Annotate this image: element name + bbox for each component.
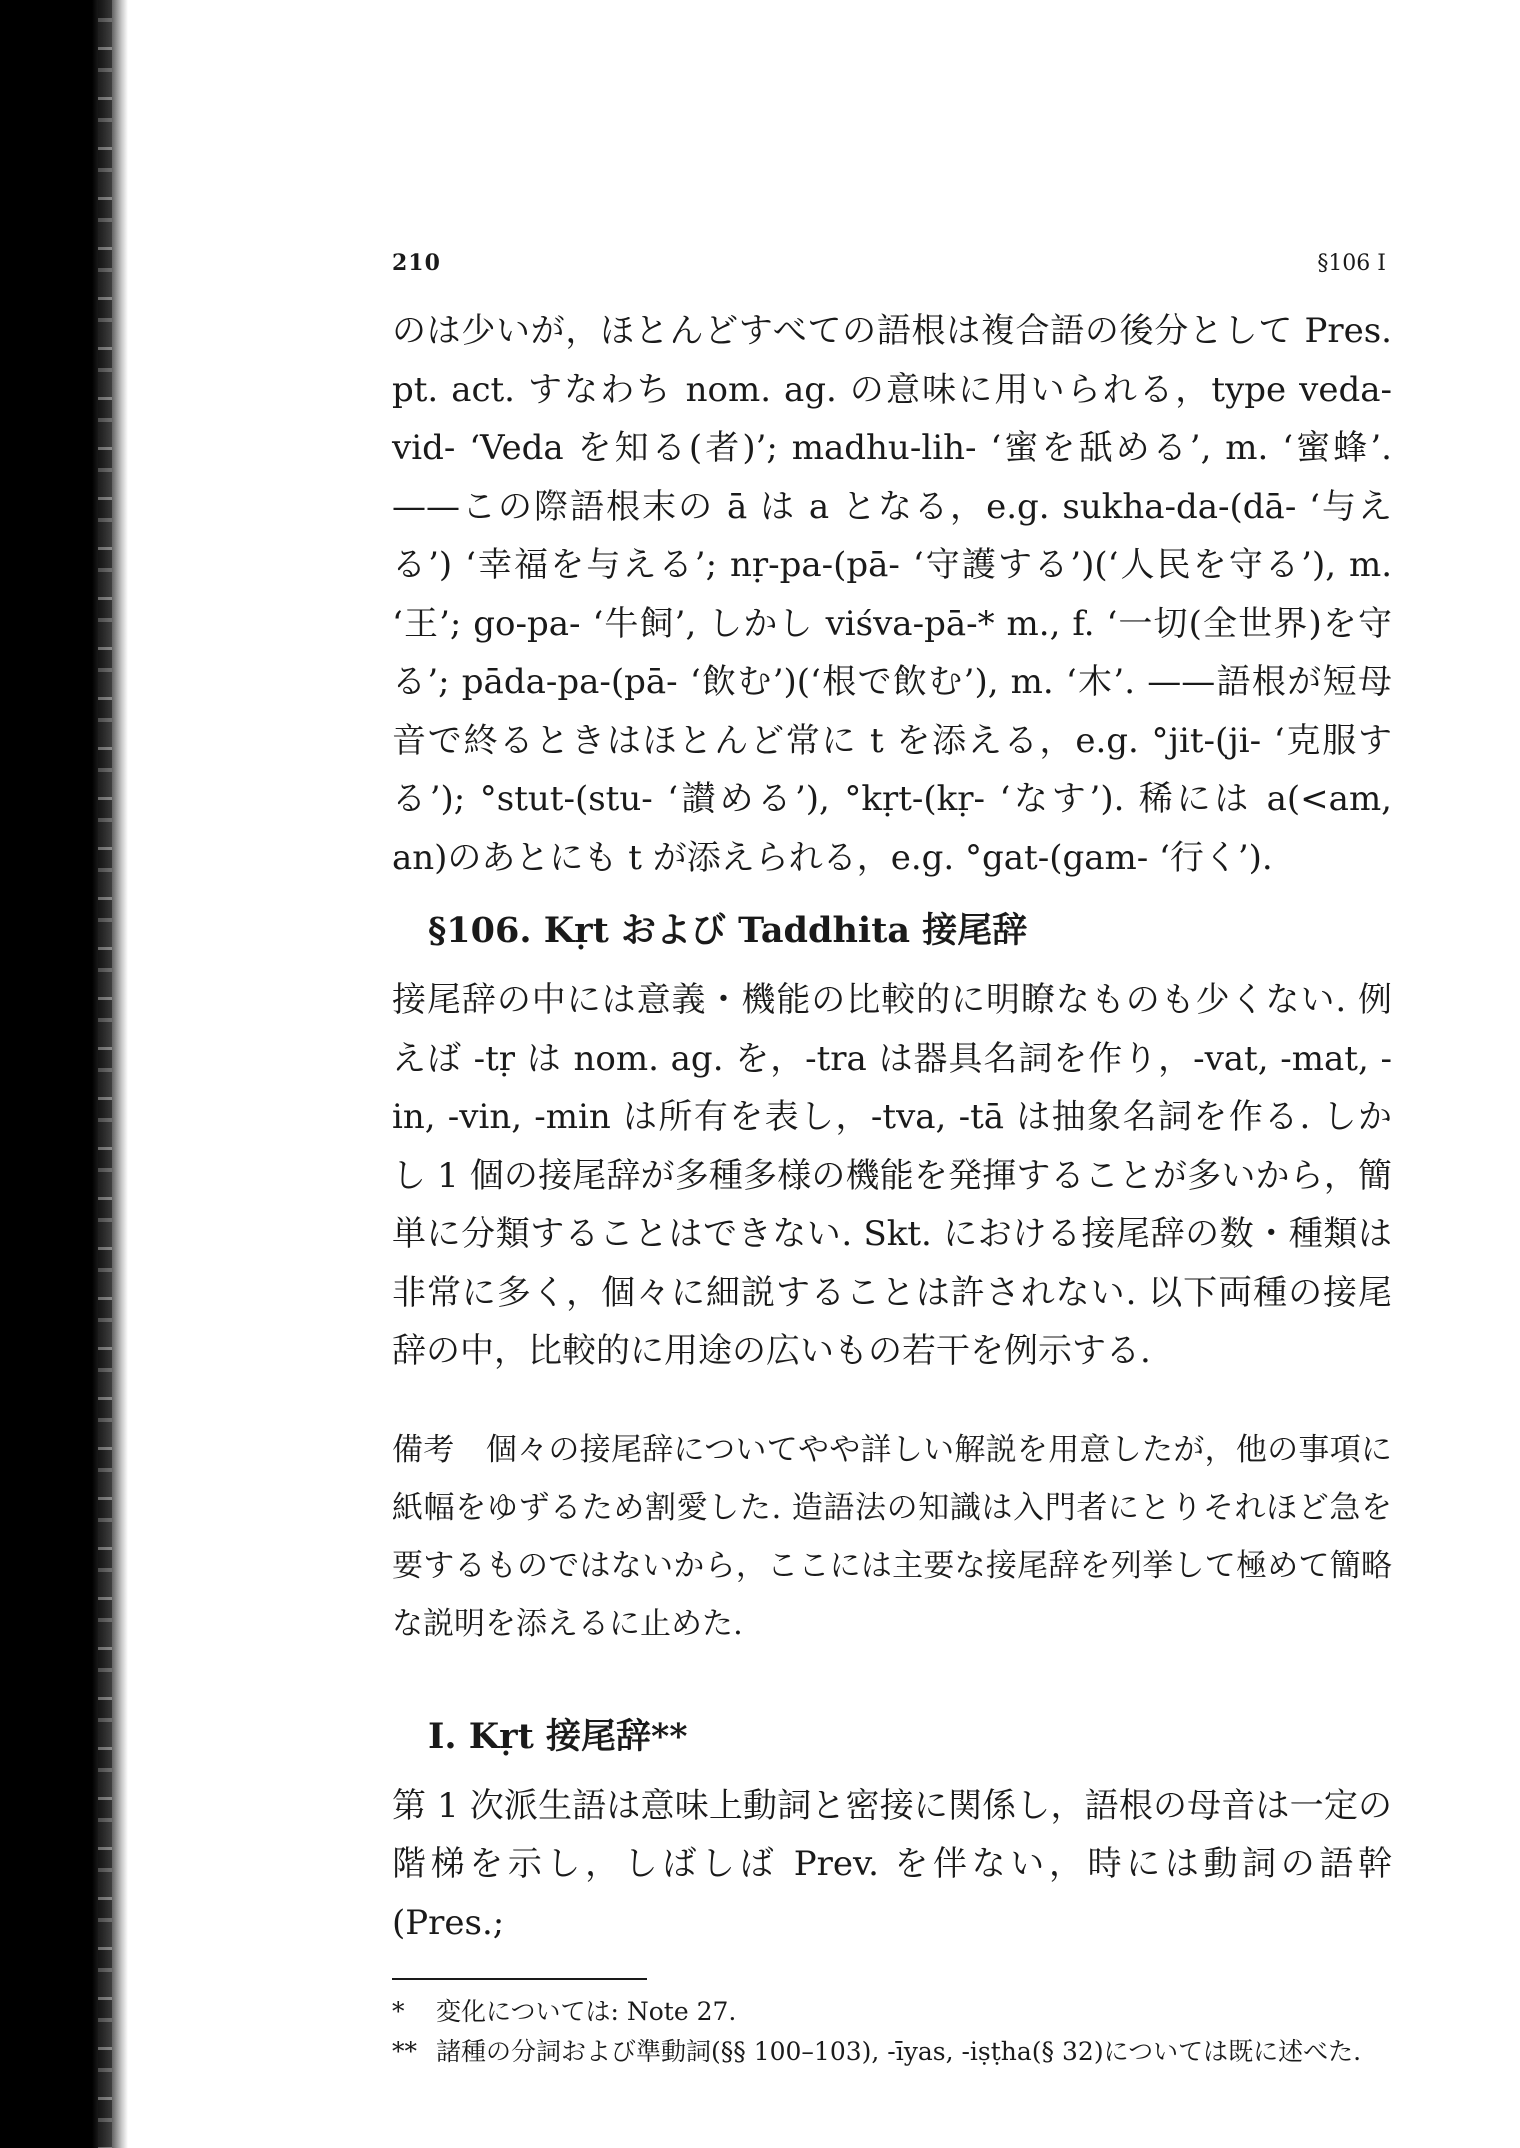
footnote-1-text: 変化については: Note 27. [436,1997,737,2026]
page-header [392,250,1392,276]
page-number: 210 [392,250,441,276]
book-page [392,250,1392,2072]
section-I-heading: I. Kṛt 接尾辞** [428,1715,688,1757]
footnote-2-mark: ** [392,2037,417,2066]
section-I-text: 第 1 次派生語は意味上動詞と密接に関係し，語根の母音は一定の階梯を示し，しばしば Prev. を伴ない，時には動詞の語幹(Pres.; [392,1785,1392,1943]
section-106-text: 接尾辞の中には意義・機能の比較的に明瞭なものも少くない. 例えば -tṛ は nom. ag. を，-tra は器具名詞を作り，-vat, -mat, -in, -vin, -min は所有を表し，-tva, -tā は抽象名詞を作る. しかし 1 個の接尾辞が多種多様の機能を発揮することが多いから，簡単に分類することはできない. Skt. における接尾辞の数・種類は非常に多く，個々に細説することは許されない. 以下両種の接尾辞の中，比較的に用途の広いもの若干を例示する. [392,980,1392,1371]
section-106-heading: §106. Kṛt および Taddhita 接尾辞 [428,910,1028,951]
footnote-divider [392,1978,647,1980]
footnote-2-text: 諸種の分詞および準動詞(§§ 100–103), -īyas, -iṣṭha(§ 32)については既に述べた. [436,2037,1362,2066]
book-binding-shadow [0,0,128,2148]
footnote-2 [392,2032,1392,2072]
footnote-1-mark: * [392,1997,405,2026]
remark-paragraph: 備考 個々の接尾辞についてやや詳しい解説を用意したが，他の事項に紙幅をゆずるため割愛した. 造語法の知識は入門者にとりそれほど急を要するものではないから，ここには主要な接尾辞を列挙して極めて簡略な説明を添えるに止めた. [392,1431,1392,1642]
section-reference: §106 I [1317,251,1386,276]
paragraph-continued: のは少いが，ほとんどすべての語根は複合語の後分として Pres. pt. act. すなわち nom. ag. の意味に用いられる，type veda-vid- ‘Veda を知る(者)’; madhu-lih- ‘蜜を舐める’, m. ‘蜜蜂’. ——この際語根末の ā は a となる，e.g. sukha-da-(dā- ‘与える’) ‘幸福を与える’; nṛ-pa-(pā- ‘守護する’)(‘人民を守る’), m. ‘王’; go-pa- ‘牛飼’, しかし viśva-pā-* m., f. ‘一切(全世界)を守る’; pāda-pa-(pā- ‘飲む’)(‘根で飲む’), m. ‘木’. ——語根が短母音で終るときはほとんど常に t を添える，e.g. °jit-(ji- ‘克服する’); °stut-(stu- ‘讃める’), °kṛt-(kṛ- ‘なす’). 稀には a(<am, an)のあとにも t が添えられる，e.g. °gat-(gam- ‘行く’). [392,311,1392,878]
footnote-1 [392,1992,1392,2032]
